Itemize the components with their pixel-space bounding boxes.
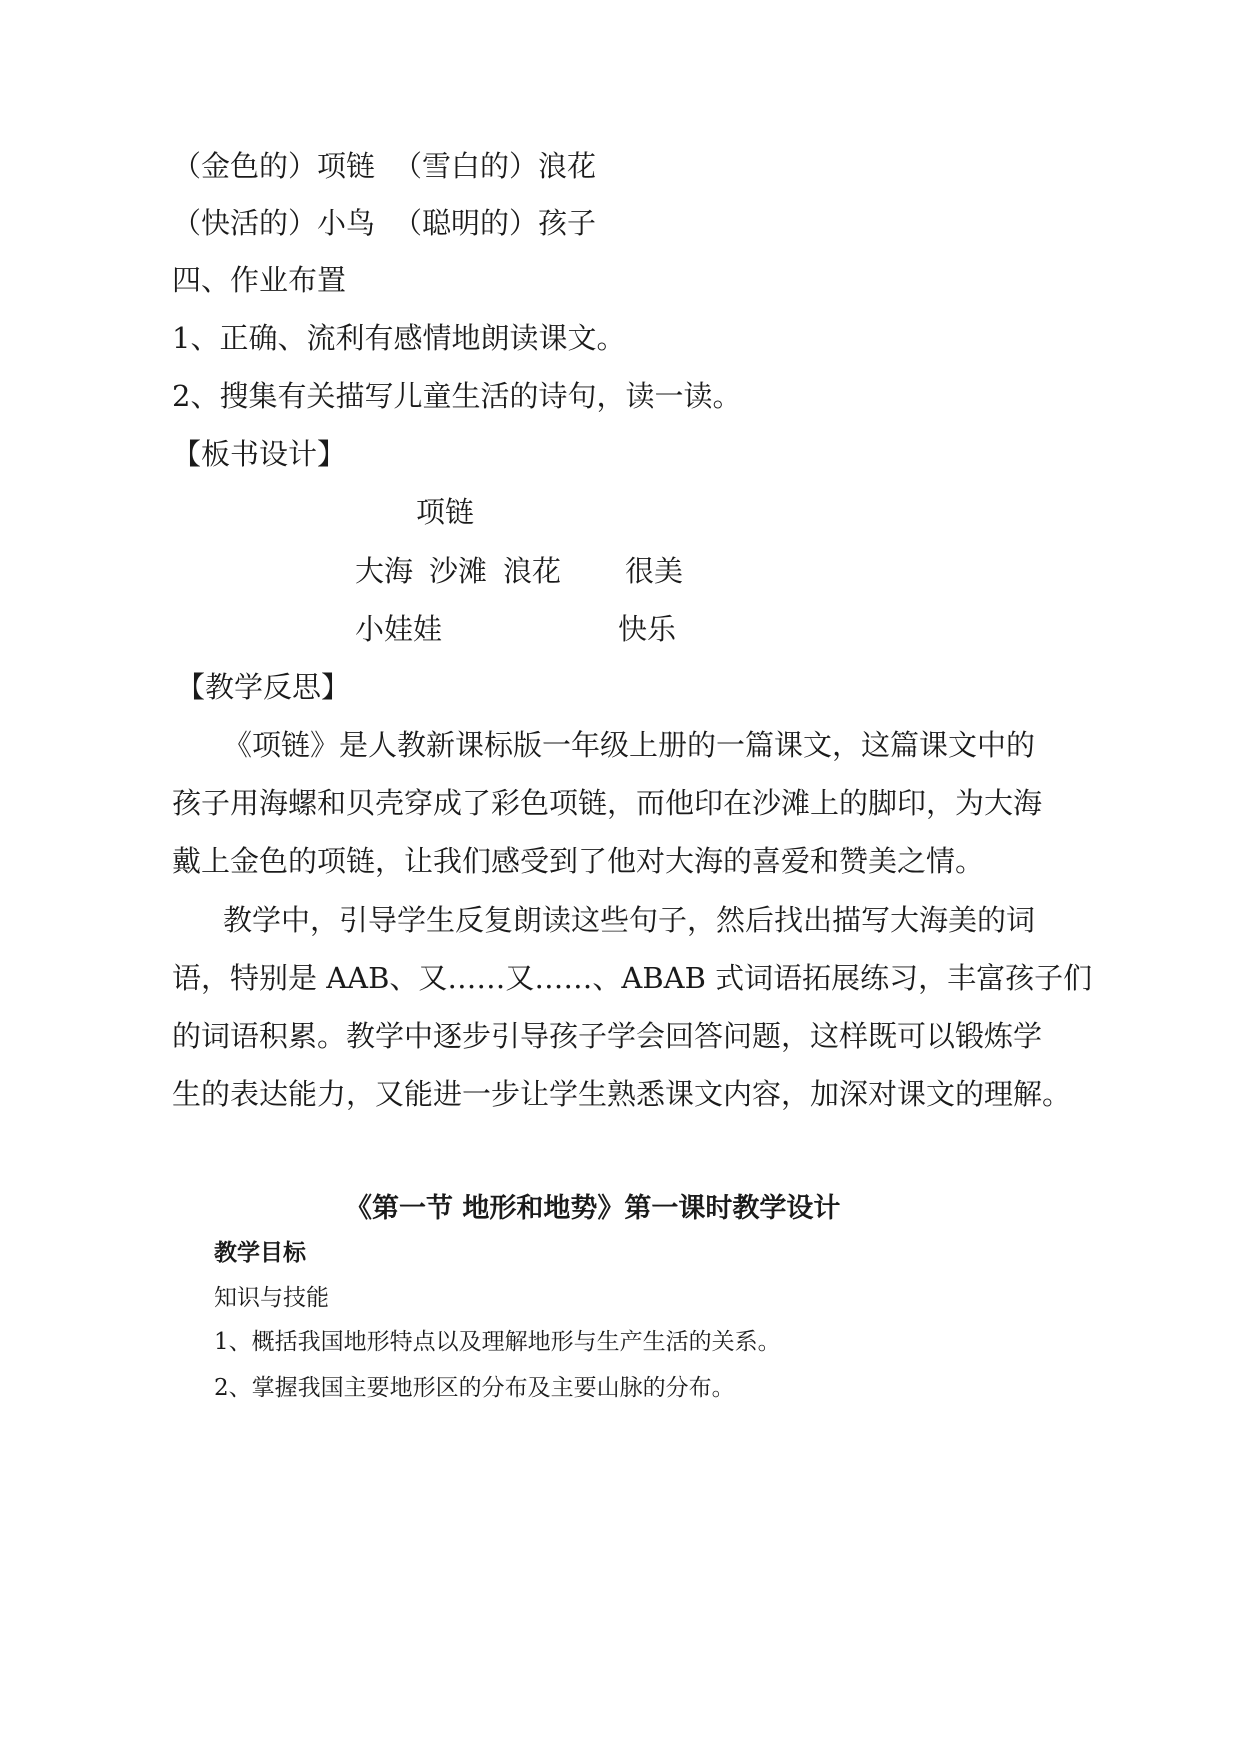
objectives-heading: 教学目标: [214, 1239, 306, 1266]
board-word-waves: 浪花: [503, 554, 562, 588]
lesson-title: 《第一节 地形和地势》第一课时教学设计: [345, 1193, 841, 1224]
adj-pair-1-left: （金色的）项链: [172, 149, 376, 183]
board-heading: 【板书设计】: [172, 437, 347, 471]
objective-item-1: 1、概括我国地形特点以及理解地形与生产生活的关系。: [214, 1329, 781, 1355]
adj-pair-1-right: （雪白的）浪花: [393, 149, 597, 183]
board-title: 项链: [416, 495, 475, 529]
homework-heading: 四、作业布置: [172, 263, 347, 297]
reflection-p1-line-1: 《项链》是人教新课标版一年级上册的一篇课文，这篇课文中的: [223, 728, 1036, 762]
reflection-p1-line-2: 孩子用海螺和贝壳穿成了彩色项链，而他印在沙滩上的脚印，为大海: [172, 786, 1043, 820]
reflection-p2-line-4: 生的表达能力，又能进一步让学生熟悉课文内容，加深对课文的理解。: [172, 1077, 1072, 1111]
reflection-p2-line-1: 教学中，引导学生反复朗读这些句子，然后找出描写大海美的词: [223, 903, 1036, 937]
board-word-beach: 沙滩: [429, 554, 488, 588]
knowledge-heading: 知识与技能: [214, 1285, 329, 1311]
board-word-child: 小娃娃: [355, 612, 443, 646]
homework-item-1: 1、正确、流利有感情地朗读课文。: [172, 321, 626, 355]
reflection-p2-line-3: 的词语积累。教学中逐步引导孩子学会回答问题，这样既可以锻炼学: [172, 1019, 1043, 1053]
reflection-p2-line-2: 语，特别是 AAB、又……又……、ABAB 式词语拓展练习，丰富孩子们: [172, 961, 1093, 995]
objective-item-2: 2、掌握我国主要地形区的分布及主要山脉的分布。: [214, 1375, 735, 1401]
reflection-heading: 【教学反思】: [176, 670, 351, 704]
adj-pair-2-right: （聪明的）孩子: [393, 206, 597, 240]
board-word-happy: 快乐: [618, 612, 677, 646]
reflection-p1-line-3: 戴上金色的项链，让我们感受到了他对大海的喜爱和赞美之情。: [172, 844, 985, 878]
board-word-sea: 大海: [355, 554, 414, 588]
board-word-beautiful: 很美: [625, 554, 684, 588]
homework-item-2: 2、搜集有关描写儿童生活的诗句，读一读。: [172, 379, 742, 413]
adj-pair-2-left: （快活的）小鸟: [172, 206, 376, 240]
